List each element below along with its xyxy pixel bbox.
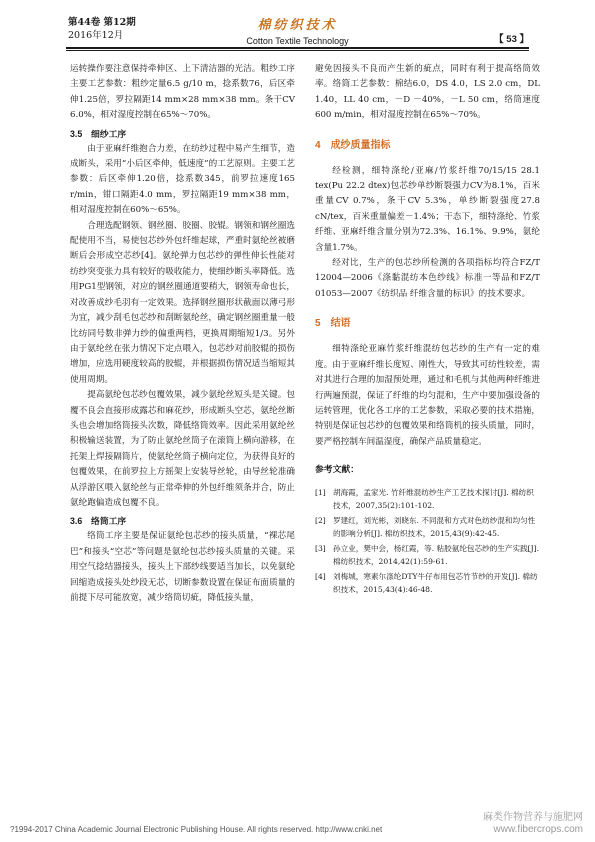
section-5-number: 5 xyxy=(315,318,321,330)
reference-item: [2] 罗建红，刘光彬，刘晓东. 不同混和方式对色纺纱混和均匀性的影响分析[J]. 棉纺织技术，2015,43(9):42-45. xyxy=(315,515,536,538)
section-5-heading xyxy=(315,316,540,332)
paragraph-roving: 运转操作要注意保持牵伸区、上下清洁器的光洁。粗纱工序主要工艺参数：粗纱定量6.5 g/10 m，捻系数76，后区牵伸1.25倍，罗拉隔距14 mm×28 mm×38 mm。条干CV 6.0%，相对湿度控制在65%～70%。 xyxy=(70,64,295,121)
paragraph-ring-traveller: 合理选配钢领、钢丝圈、胶圈、胶辊。钢领和钢丝圈选配使用不当，易使包芯纱外包纤维起球，严重时氨纶丝被磨断后会形成空芯纱[4]。氨纶弹力包芯纱的弹性伸长性能对纺纱突变张力具有较好的吸收能力，使细纱断头率降低。选用PG1型钢领，对应的钢丝圈通道要稍大，钢领寿命也长，对改善成纱毛羽有一定效果。选择钢丝圈形状截面以薄弓形为宜，减少刮毛包芯纱和刮断氨纶丝，确定钢丝圈重量一般比纺同号数非弹力纱的偏重两档，更换周期缩短1/3。另外由于氨纶丝在张力情况下定点喂入，包芯纱对前胶辊的损伤增加，应选用硬度较高的胶辊，并根据损伤情况适当缩短其使用周期。 xyxy=(70,220,295,385)
paragraph-spandex-covering: 提高氨纶包芯纱包覆效果，减少氨纶丝短头是关键。包覆不良会直接形成露芯和麻花纱，形成断头空芯，氨纶丝断头也会增加络筒接头次数，降低络筒效率。因此采用氨纶丝积极输送装置，为了防止氨纶丝筒子在滚筒上横向游移，在托架上焊接隔筒片，使氨纶丝筒子横向定位，为获得良好的包覆效果，在前罗拉上方摇架上安装导丝轮，由导丝轮准确从浮游区喂入氨纶丝与正常牵伸的外包纤维须条并合，防止氨纶跑偏造成包覆不良。 xyxy=(70,390,295,508)
section-4-title: 成纱质量指标 xyxy=(330,139,391,151)
paragraph-winding-params: 避免因接头不良而产生新的疵点，同时有利于提高络筒效率。络筒工艺参数：棉结6.0，DS 4.0，LS 2.0 cm，DL 1.40，LL 40 cm，－D －40%，－L 50 cm，络筒速度600 m/min，相对湿度控制在65%～70%。 xyxy=(315,64,540,121)
paragraph-winding: 络筒工序主要是保证氨纶包芯纱的接头质量，“裸芯尾巴”和接头“空芯”等问题是氨纶包芯纱接头质量的关键。采用空气捻结器接头，接头上下部纱线要适当加长，以免氨纶回缩造成接头处纱段无芯，切断参数设置在保证布面质量的前提下尽可能放宽，减少络筒切疵，降低接头量， xyxy=(70,531,295,603)
volume-issue: 第44卷 第12期 xyxy=(68,17,136,28)
watermark-cn: 麻类作物营养与施肥网 xyxy=(483,812,583,823)
subsection-3-6: 3.6 络筒工序 xyxy=(70,516,127,527)
references-title: 参考文献： xyxy=(315,464,359,475)
section-4-number: 4 xyxy=(315,139,321,151)
reference-item: [4] 刘梅城，寒素尔涤纶DTY牛仔布用包芯竹节纱的开发[J]. 棉纺织技术，2015,43(4):46-48. xyxy=(315,571,538,594)
watermark-url: www.fibercrops.com xyxy=(493,824,583,835)
paragraph-spinning-process: 由于亚麻纤维抱合力差，在纺纱过程中易产生细节，造成断头，采用“小后区牵伸，低速度”的工艺原则。主要工艺参数：后区牵伸1.20倍，捻系数345，前罗拉速度165 r/min，钳口隔距4.0 mm，罗拉隔距19 mm×38 mm，相对湿度控制在60%～65%。 xyxy=(70,143,295,216)
reference-list xyxy=(315,486,540,596)
issue-date: 2016年12月 xyxy=(68,30,124,41)
header-rule-thin xyxy=(66,50,529,51)
journal-title-cn: 棉纺织技术 xyxy=(257,18,338,33)
journal-title-en: Cotton Textile Technology xyxy=(246,36,349,46)
reference-item: [3] 孙立业，樊中会，杨红霞，等. 粘胶氨纶包芯纱的生产实践[J]. 棉纺织技术，2014,42(1):59-61. xyxy=(315,543,540,566)
copyright-footer: ?1994-2017 China Academic Journal Electronic Publishing House. All rights reserved. http://www.cnki.net xyxy=(10,825,383,834)
paragraph-conclusion: 细特涤纶亚麻竹浆纤维混纺包芯纱的生产有一定的难度。由于亚麻纤维长度短、刚性大，导致其可纺性较差，需对其进行合理的加湿预处理，通过和毛机与其他两种纤维进行两遍预混，保证了纤维的均匀混和，生产中要加强设备的运转管理，优化各工序的工艺参数，采取必要的技术措施，特别是保证包芯纱的包覆效果和络筒机的接头质量，同时，要严格控制车间温湿度，确保产品质量稳定。 xyxy=(315,344,540,447)
header-rule xyxy=(66,47,529,49)
subsection-3-5: 3.5 细纱工序 xyxy=(70,128,127,139)
section-5-title: 结语 xyxy=(330,318,351,330)
paragraph-quality-results: 经检测，细特涤纶/亚麻/竹浆纤维70/15/15 28.1 tex(Pu 22.2 dtex)包芯纱单纱断裂强力CV为8.1%，百米重量CV 0.7%，条干CV 5.3%，单纱断裂强度27.8 cN/tex，百米重量偏差－1.4%；干态下，细特涤纶、竹浆纤维、亚麻纤维含量分别为72.3%、16.1%、9.9%，氨纶含量1.7%。 xyxy=(315,165,540,253)
section-4-heading xyxy=(315,138,540,154)
left-column xyxy=(70,62,295,606)
reference-item: [1] 胡海霞，孟家光. 竹纤维混纺纱生产工艺技术探讨[J]. 棉纺织技术，2007,35(2):101-102. xyxy=(315,487,534,510)
page-number: 【 53 】 xyxy=(494,34,529,45)
site-watermark xyxy=(483,812,583,836)
paragraph-standards: 经对比，生产的包芯纱所检测的各项指标均符合FZ/T 12004—2006《涤黏混纺本色纱线》标准一等品和FZ/T 01053—2007《纺织品 纤维含量的标识》的技术要求。 xyxy=(315,258,540,299)
right-column xyxy=(315,62,540,598)
